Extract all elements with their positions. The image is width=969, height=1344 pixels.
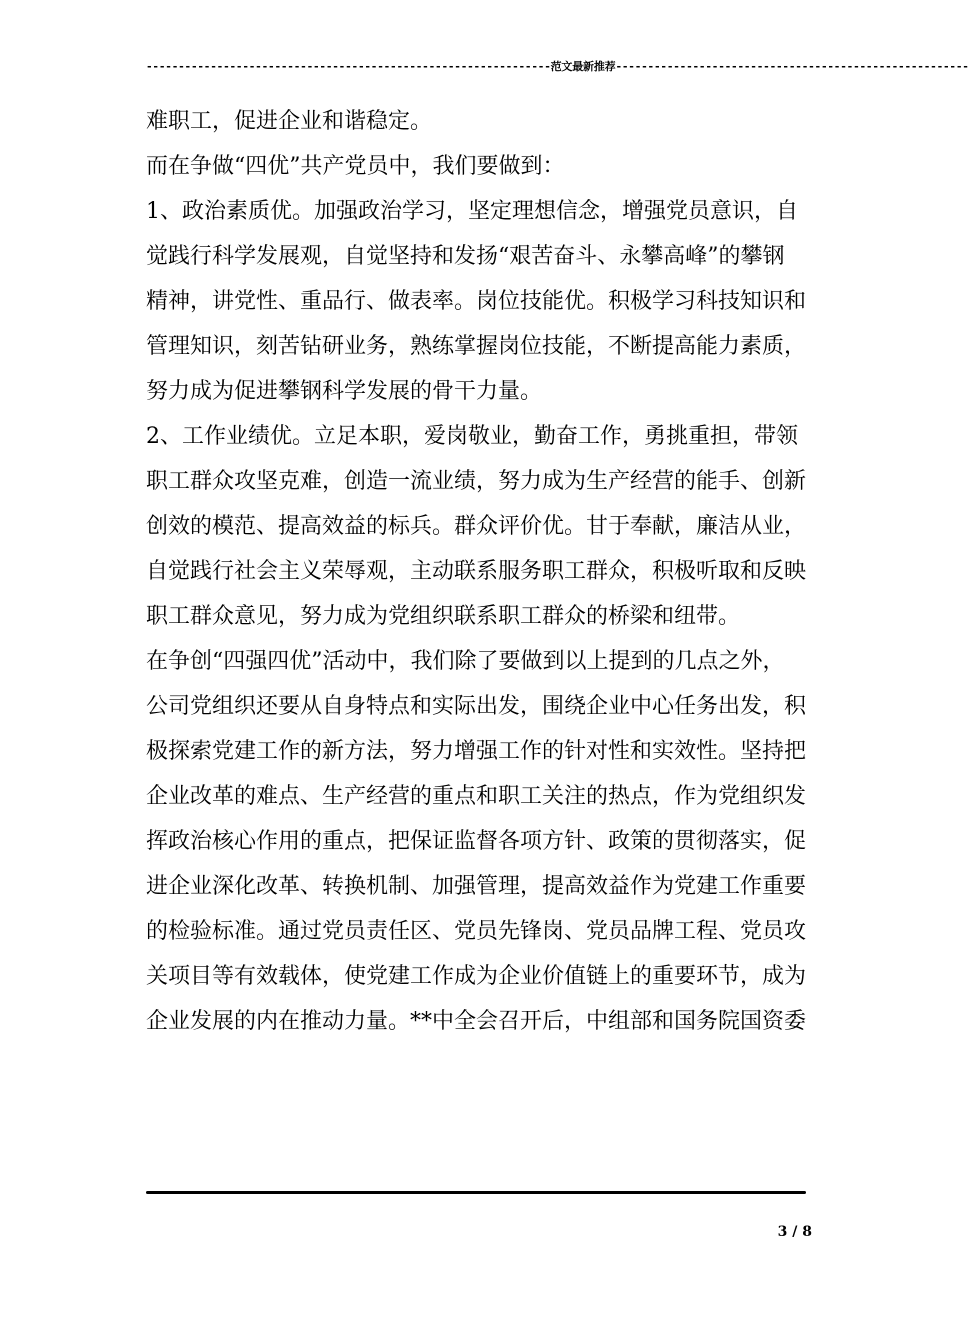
header-title: 范文最新推荐: [550, 60, 616, 73]
text-line: 进企业深化改革、转换机制、加强管理，提高效益作为党建工作重要: [146, 874, 807, 899]
header-dashes-right: -------------------------------------------------------: [615, 60, 969, 73]
text-line: 难职工，促进企业和谐稳定。: [146, 109, 433, 134]
text-line: 精神，讲党性、重品行、做表率。岗位技能优。积极学习科技知识和: [146, 289, 807, 314]
text-line: 极探索党建工作的新方法，努力增强工作的针对性和实效性。坚持把: [146, 739, 807, 764]
page-header: [146, 58, 969, 76]
text-line: 企业改革的难点、生产经营的重点和职工关注的热点，作为党组织发: [146, 784, 807, 809]
text-line: 职工群众意见，努力成为党组织联系职工群众的桥梁和纽带。: [146, 604, 741, 629]
header-dashes-left: ---------------------------------------------------------------: [146, 60, 551, 73]
text-line: 在争创“四强四优”活动中，我们除了要做到以上提到的几点之外，: [146, 649, 785, 674]
text-line: 觉践行科学发展观，自觉坚持和发扬“艰苦奋斗、永攀高峰”的攀钢: [146, 244, 785, 269]
text-line: 的检验标准。通过党员责任区、党员先锋岗、党员品牌工程、党员攻: [146, 919, 807, 944]
text-line: 努力成为促进攀钢科学发展的骨干力量。: [146, 379, 543, 404]
text-line: 1、政治素质优。加强政治学习，坚定理想信念，增强党员意识，自: [146, 199, 798, 224]
text-line: 管理知识，刻苦钻研业务，熟练掌握岗位技能，不断提高能力素质，: [146, 334, 807, 359]
text-line: 职工群众攻坚克难，创造一流业绩，努力成为生产经营的能手、创新: [146, 469, 807, 494]
text-line: 挥政治核心作用的重点，把保证监督各项方针、政策的贯彻落实，促: [146, 829, 807, 854]
page-number: 3 / 8: [777, 1224, 812, 1240]
text-line: 自觉践行社会主义荣辱观，主动联系服务职工群众，积极听取和反映: [146, 559, 807, 584]
text-line: 2、工作业绩优。立足本职，爱岗敬业，勤奋工作，勇挑重担，带领: [146, 424, 798, 449]
footer-divider: [146, 1191, 806, 1194]
text-line: 公司党组织还要从自身特点和实际出发，围绕企业中心任务出发，积: [146, 694, 807, 719]
text-line: 创效的模范、提高效益的标兵。群众评价优。甘于奉献，廉洁从业，: [146, 514, 807, 539]
text-line: 而在争做“四优”共产党员中，我们要做到：: [146, 154, 565, 179]
document-body: [146, 99, 826, 1044]
text-line: 关项目等有效载体，使党建工作成为企业价值链上的重要环节，成为: [146, 964, 807, 989]
text-line: 企业发展的内在推动力量。**中全会召开后，中组部和国务院国资委: [146, 1009, 807, 1034]
